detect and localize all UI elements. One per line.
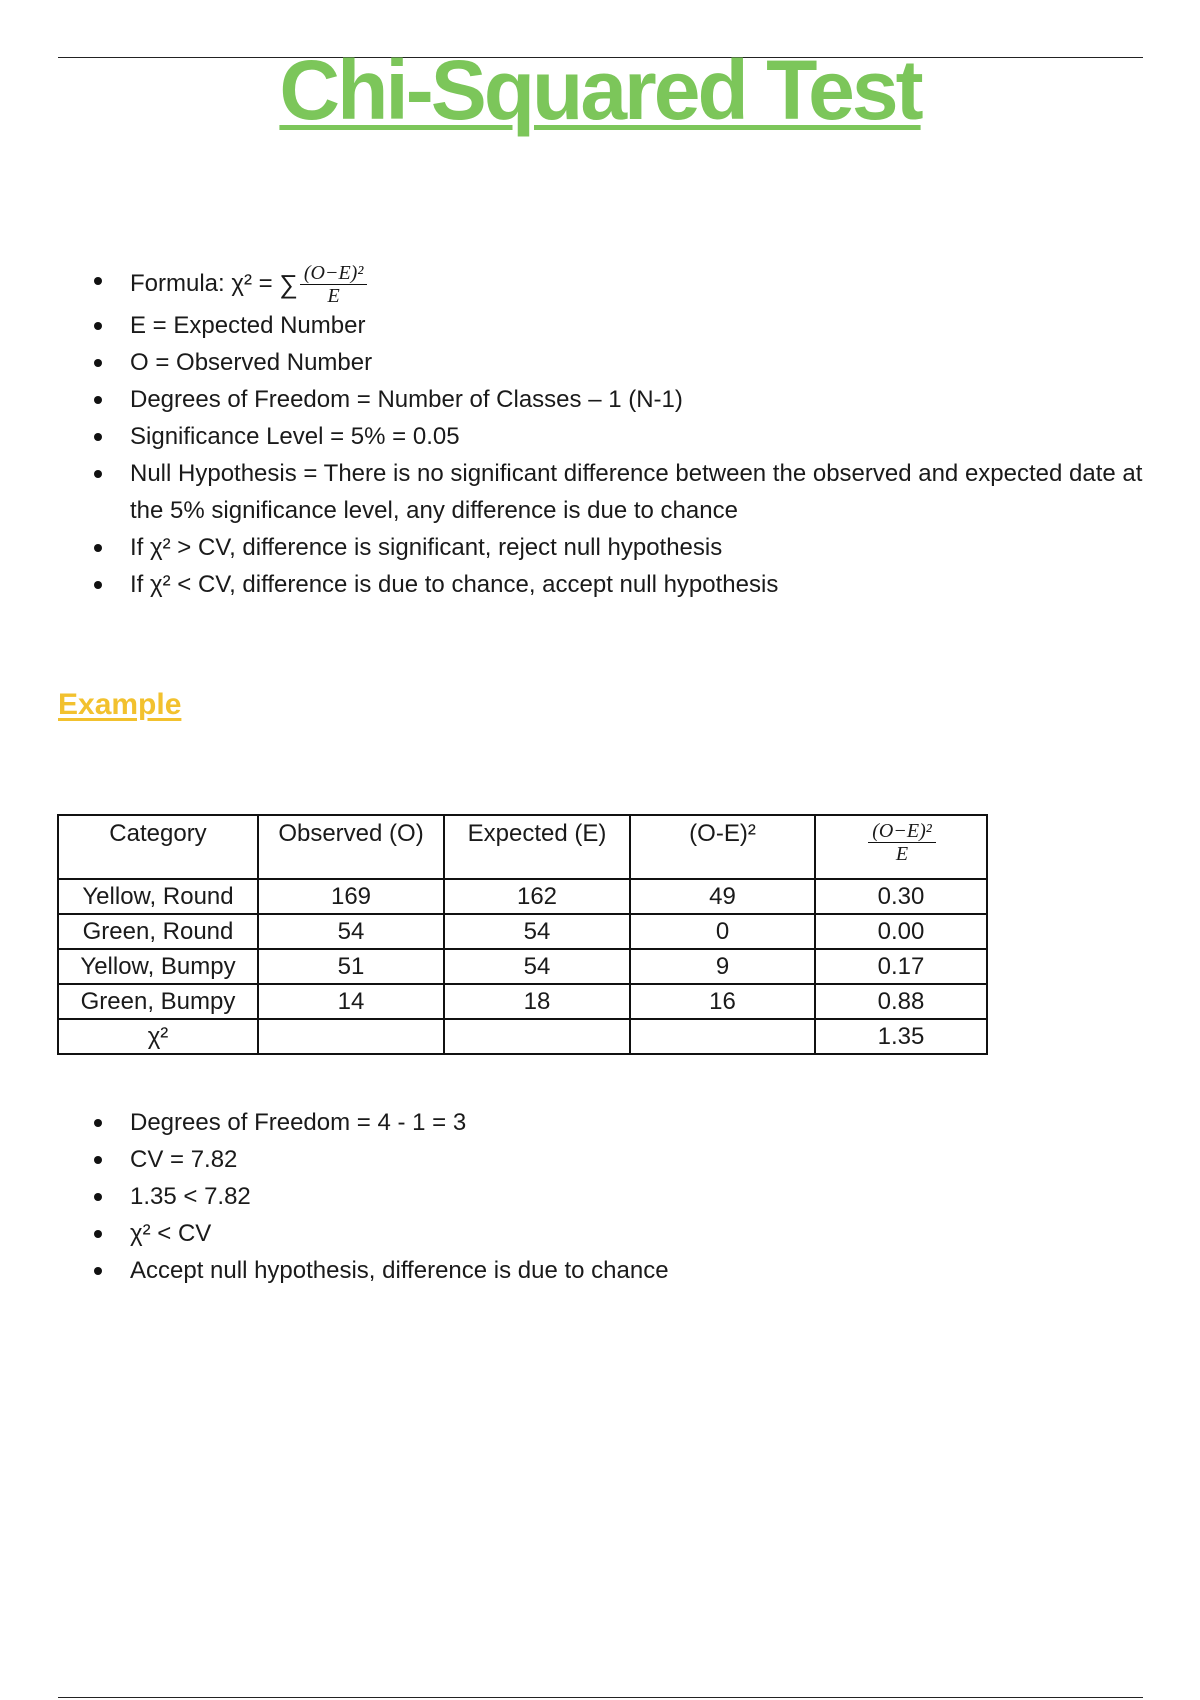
table-cell [444, 1019, 630, 1054]
list-item: If χ² < CV, difference is due to chance, accept null hypothesis [94, 566, 1154, 603]
list-item: O = Observed Number [94, 344, 1154, 381]
table-cell [258, 1019, 444, 1054]
table-cell: 54 [258, 914, 444, 949]
table-cell: Yellow, Round [58, 879, 258, 914]
table-header-row [58, 815, 987, 879]
table-cell: χ² [58, 1019, 258, 1054]
table-row [58, 949, 987, 984]
table-row [58, 879, 987, 914]
list-item: Significance Level = 5% = 0.05 [94, 418, 1154, 455]
sigma-icon: ∑ [279, 269, 298, 299]
column-header-fraction: $\frac{\text{(O−E)²}}{E}$ [815, 815, 987, 879]
column-header: (O-E)² [630, 815, 815, 879]
formula-item: Formula: χ² = ∑ $\frac{\text{(O−E)²}}{E}$ [94, 262, 1154, 307]
table-cell: 54 [444, 949, 630, 984]
table-cell: 16 [630, 984, 815, 1019]
definitions-list [94, 262, 1154, 603]
table-cell: 9 [630, 949, 815, 984]
table-cell [630, 1019, 815, 1054]
table-cell: 0.00 [815, 914, 987, 949]
list-item: χ² < CV [94, 1215, 1154, 1252]
table-row [58, 914, 987, 949]
table-cell: 169 [258, 879, 444, 914]
table-cell: 54 [444, 914, 630, 949]
table-cell: 1.35 [815, 1019, 987, 1054]
list-item: E = Expected Number [94, 307, 1154, 344]
table-cell: 0 [630, 914, 815, 949]
list-item: CV = 7.82 [94, 1141, 1154, 1178]
table-total-row [58, 1019, 987, 1054]
table-cell: Yellow, Bumpy [58, 949, 258, 984]
list-item: 1.35 < 7.82 [94, 1178, 1154, 1215]
chi-squared-table [57, 814, 988, 1055]
table-row [58, 984, 987, 1019]
table-cell: 51 [258, 949, 444, 984]
table-cell: 162 [444, 879, 630, 914]
column-header: Observed (O) [258, 815, 444, 879]
list-item: Degrees of Freedom = 4 - 1 = 3 [94, 1104, 1154, 1141]
table-cell: Green, Round [58, 914, 258, 949]
conclusion-list [94, 1104, 1154, 1289]
formula-fraction: $\frac{\text{(O−E)²}}{E}$ [300, 262, 367, 307]
list-item: Accept null hypothesis, difference is due to chance [94, 1252, 1154, 1289]
bottom-rule [58, 1697, 1143, 1698]
list-item: Null Hypothesis = There is no significant difference between the observed and expected date at the 5% significance level, any difference is due to chance [94, 455, 1160, 529]
table-cell: 0.88 [815, 984, 987, 1019]
column-header: Category [58, 815, 258, 879]
example-heading: Example [58, 688, 182, 721]
table-cell: 49 [630, 879, 815, 914]
column-header: Expected (E) [444, 815, 630, 879]
table-cell: Green, Bumpy [58, 984, 258, 1019]
table-cell: 14 [258, 984, 444, 1019]
page-title: Chi-Squared Test [279, 43, 921, 137]
list-item: Degrees of Freedom = Number of Classes – 1 (N-1) [94, 381, 1154, 418]
table-cell: 18 [444, 984, 630, 1019]
list-item: If χ² > CV, difference is significant, reject null hypothesis [94, 529, 1154, 566]
table-cell: 0.30 [815, 879, 987, 914]
table-cell: 0.17 [815, 949, 987, 984]
